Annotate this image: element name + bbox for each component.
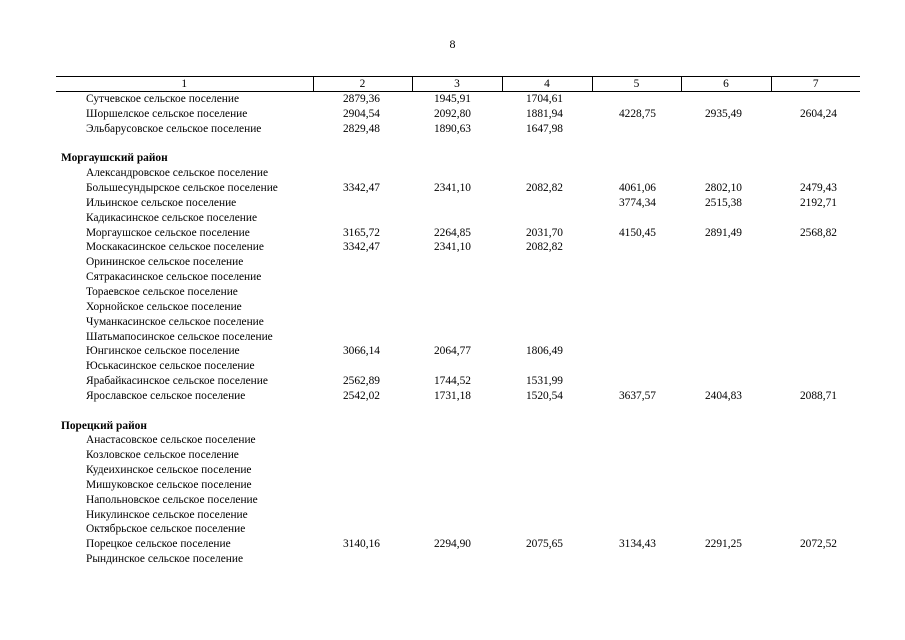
value-col-7: [771, 359, 860, 374]
value-col-3: [412, 270, 502, 285]
value-col-6: [681, 92, 771, 107]
column-header-6: 6: [681, 77, 771, 92]
value-col-6: [681, 344, 771, 359]
value-col-6: 2891,49: [704, 226, 742, 239]
value-col-4: [502, 330, 592, 345]
column-header-4: 4: [502, 77, 592, 92]
value-col-5: [592, 463, 681, 478]
table-row: [56, 107, 860, 122]
value-col-3: [412, 433, 502, 448]
value-col-4: [502, 270, 592, 285]
value-col-4: 1647,98: [525, 122, 563, 135]
value-col-3: 1744,52: [433, 375, 471, 388]
value-col-7: [771, 92, 860, 107]
table-row: [56, 344, 860, 359]
value-col-5: [592, 522, 681, 537]
value-col-4: 1881,94: [525, 107, 563, 120]
value-col-2: [313, 552, 412, 567]
value-col-3: [412, 315, 502, 330]
value-col-6: [681, 552, 771, 567]
table-row: [56, 374, 860, 389]
table-row: [56, 537, 860, 552]
value-col-2: [313, 448, 412, 463]
value-col-3: [412, 508, 502, 523]
value-col-6: [681, 359, 771, 374]
value-col-4: [502, 285, 592, 300]
value-col-7: [771, 448, 860, 463]
settlement-name: Кадикасинское сельское поселение: [86, 211, 257, 224]
value-col-6: 2404,83: [704, 389, 742, 402]
value-col-7: 2088,71: [799, 389, 837, 402]
table-row: [56, 300, 860, 315]
value-col-6: [681, 433, 771, 448]
value-col-4: 1704,61: [525, 93, 563, 105]
value-col-7: 2072,52: [799, 538, 837, 551]
district-heading-row: [56, 151, 860, 166]
value-col-4: [502, 196, 592, 211]
table-row: [56, 285, 860, 300]
value-col-7: [771, 166, 860, 181]
value-col-3: 2341,10: [433, 182, 471, 195]
value-col-4: [502, 359, 592, 374]
value-col-7: [771, 270, 860, 285]
value-col-4: [502, 463, 592, 478]
value-col-3: 2294,90: [433, 538, 471, 551]
table-row: [56, 448, 860, 463]
page-number: 8: [449, 37, 456, 51]
settlement-name: Большесундырское сельское поселение: [86, 182, 278, 195]
settlement-name: Александровское сельское поселение: [86, 167, 268, 180]
value-col-5: [592, 433, 681, 448]
value-col-5: 4061,06: [618, 182, 656, 195]
value-col-5: [592, 300, 681, 315]
value-col-2: [313, 522, 412, 537]
value-col-7: [771, 344, 860, 359]
value-col-7: 2479,43: [799, 182, 837, 195]
value-col-4: [502, 433, 592, 448]
value-col-6: [681, 330, 771, 345]
table-row: [56, 240, 860, 255]
value-col-4: 2082,82: [525, 182, 563, 195]
value-col-6: [681, 493, 771, 508]
table-row: [56, 508, 860, 523]
table-row: [56, 166, 860, 181]
value-col-7: [771, 508, 860, 523]
value-col-7: 2604,24: [799, 107, 837, 120]
value-col-2: [313, 166, 412, 181]
value-col-2: 3066,14: [342, 345, 380, 358]
value-col-6: [681, 315, 771, 330]
value-col-3: [412, 196, 502, 211]
value-col-5: [592, 166, 681, 181]
spacer-row: [56, 137, 860, 152]
value-col-4: [502, 522, 592, 537]
value-col-2: 3165,72: [342, 226, 380, 239]
table-row: [56, 255, 860, 270]
column-header-2: 2: [313, 77, 412, 92]
settlement-name: Тораевское сельское поселение: [86, 285, 238, 298]
value-col-6: [681, 122, 771, 137]
table-row: [56, 522, 860, 537]
value-col-3: [412, 300, 502, 315]
settlement-name: Моргаушское сельское поселение: [86, 226, 250, 239]
table-row: [56, 122, 860, 137]
value-col-7: [771, 300, 860, 315]
value-col-2: [313, 255, 412, 270]
value-col-4: [502, 552, 592, 567]
value-col-2: [313, 300, 412, 315]
settlement-name: Чуманкасинское сельское поселение: [86, 315, 264, 328]
settlement-name: Сятракасинское сельское поселение: [86, 271, 262, 284]
value-col-2: [313, 463, 412, 478]
value-col-3: 1731,18: [433, 389, 471, 402]
value-col-2: [313, 315, 412, 330]
value-col-5: [592, 330, 681, 345]
column-header-5: 5: [592, 77, 681, 92]
value-col-3: [412, 211, 502, 226]
value-col-5: [592, 493, 681, 508]
table-row: [56, 493, 860, 508]
settlement-name: Москакасинское сельское поселение: [86, 241, 264, 254]
value-col-3: [412, 463, 502, 478]
value-col-6: [681, 522, 771, 537]
settlement-name: Юнгинское сельское поселение: [86, 345, 240, 358]
column-header-3: 3: [412, 77, 502, 92]
value-col-3: [412, 448, 502, 463]
value-col-2: [313, 285, 412, 300]
district-name: Порецкий район: [61, 419, 147, 432]
value-col-7: [771, 433, 860, 448]
settlement-name: Кудеихинское сельское поселение: [86, 464, 252, 477]
value-col-4: [502, 478, 592, 493]
value-col-6: 2515,38: [704, 196, 742, 209]
value-col-6: [681, 448, 771, 463]
value-col-5: [592, 448, 681, 463]
settlement-name: Октябрьское сельское поселение: [86, 523, 246, 536]
table-row: [56, 433, 860, 448]
value-col-2: [313, 493, 412, 508]
value-col-5: 3134,43: [618, 538, 656, 551]
value-col-5: 3637,57: [618, 389, 656, 402]
district-name: Моргаушский район: [61, 152, 168, 165]
value-col-5: 4228,75: [618, 107, 656, 120]
value-col-2: 2904,54: [342, 107, 380, 120]
value-col-5: [592, 240, 681, 255]
district-heading-row: [56, 419, 860, 434]
value-col-7: [771, 493, 860, 508]
value-col-3: 1945,91: [433, 93, 471, 105]
value-col-4: [502, 166, 592, 181]
value-col-2: [313, 330, 412, 345]
table-row: [56, 211, 860, 226]
table-row: [56, 196, 860, 211]
value-col-5: [592, 478, 681, 493]
spacer-cell: [56, 404, 860, 419]
settlement-name: Ильинское сельское поселение: [86, 196, 237, 209]
value-col-2: 2879,36: [342, 93, 380, 105]
value-col-6: [681, 300, 771, 315]
value-col-6: [681, 270, 771, 285]
value-col-3: [412, 522, 502, 537]
header-row: [56, 77, 860, 92]
value-col-7: [771, 122, 860, 137]
value-col-3: 2064,77: [433, 345, 471, 358]
table-row: [56, 92, 860, 107]
settlement-name: Мишуковское сельское поселение: [86, 478, 252, 491]
value-col-2: 3140,16: [342, 538, 380, 551]
value-col-2: [313, 270, 412, 285]
value-col-2: 3342,47: [342, 182, 380, 195]
value-col-3: [412, 166, 502, 181]
value-col-4: 2031,70: [525, 226, 563, 239]
value-col-3: [412, 552, 502, 567]
table-row: [56, 330, 860, 345]
value-col-2: 2542,02: [342, 389, 380, 402]
value-col-4: 2082,82: [525, 241, 563, 254]
value-col-2: 2829,48: [342, 122, 380, 135]
value-col-3: [412, 285, 502, 300]
column-header-7: 7: [771, 77, 860, 92]
value-col-6: 2935,49: [704, 107, 742, 120]
value-col-6: [681, 463, 771, 478]
value-col-7: [771, 255, 860, 270]
value-col-2: [313, 359, 412, 374]
value-col-2: [313, 196, 412, 211]
settlement-name: Напольновское сельское поселение: [86, 493, 258, 506]
table-row: [56, 270, 860, 285]
value-col-6: 2802,10: [704, 182, 742, 195]
value-col-5: [592, 255, 681, 270]
value-col-7: [771, 330, 860, 345]
spacer-row: [56, 404, 860, 419]
value-col-6: [681, 211, 771, 226]
settlement-name: Анастасовское сельское поселение: [86, 434, 256, 447]
settlement-name: Хорнойское сельское поселение: [86, 300, 242, 313]
settlement-name: Козловское сельское поселение: [86, 449, 239, 462]
value-col-6: [681, 478, 771, 493]
value-col-5: [592, 122, 681, 137]
value-col-6: [681, 255, 771, 270]
settlement-name: Ярабайкасинское сельское поселение: [86, 375, 268, 388]
value-col-5: [592, 211, 681, 226]
table-row: [56, 552, 860, 567]
value-col-7: [771, 240, 860, 255]
value-col-6: [681, 166, 771, 181]
value-col-3: 1890,63: [433, 122, 471, 135]
value-col-5: [592, 92, 681, 107]
value-col-7: [771, 285, 860, 300]
value-col-4: [502, 255, 592, 270]
value-col-5: [592, 270, 681, 285]
value-col-6: [681, 285, 771, 300]
value-col-2: [313, 211, 412, 226]
value-col-3: [412, 330, 502, 345]
settlement-name: Юськасинское сельское поселение: [86, 360, 255, 373]
value-col-5: 4150,45: [618, 226, 656, 239]
value-col-3: [412, 478, 502, 493]
value-col-7: [771, 211, 860, 226]
value-col-7: [771, 552, 860, 567]
settlement-name: Шоршелское сельское поселение: [86, 107, 248, 120]
value-col-5: 3774,34: [618, 196, 656, 209]
value-col-4: 1806,49: [525, 345, 563, 358]
value-col-2: [313, 478, 412, 493]
value-col-2: 2562,89: [342, 375, 380, 388]
value-col-7: 2568,82: [799, 226, 837, 239]
value-col-7: [771, 315, 860, 330]
table-body: [56, 92, 860, 568]
value-col-3: 2341,10: [433, 241, 471, 254]
value-col-4: [502, 211, 592, 226]
settlement-name: Ярославское сельское поселение: [86, 389, 246, 402]
value-col-3: [412, 359, 502, 374]
table-row: [56, 315, 860, 330]
settlement-name: Никулинское сельское поселение: [86, 508, 248, 521]
spacer-cell: [56, 137, 860, 152]
value-col-4: 1531,99: [525, 375, 563, 388]
value-col-3: [412, 493, 502, 508]
settlement-name: Орининское сельское поселение: [86, 256, 244, 269]
value-col-4: [502, 508, 592, 523]
value-col-4: 2075,65: [525, 538, 563, 551]
value-col-4: 1520,54: [525, 389, 563, 402]
value-col-3: [412, 255, 502, 270]
value-col-7: [771, 522, 860, 537]
value-col-7: [771, 478, 860, 493]
table-row: [56, 181, 860, 196]
value-col-5: [592, 508, 681, 523]
value-col-3: 2092,80: [433, 107, 471, 120]
table-row: [56, 389, 860, 404]
value-col-2: [313, 433, 412, 448]
value-col-5: [592, 552, 681, 567]
settlement-name: Эльбарусовское сельское поселение: [86, 122, 262, 135]
value-col-6: 2291,25: [704, 538, 742, 551]
value-col-7: [771, 463, 860, 478]
value-col-5: [592, 344, 681, 359]
value-col-4: [502, 315, 592, 330]
table-row: [56, 463, 860, 478]
settlement-name: Рындинское сельское поселение: [86, 553, 244, 566]
value-col-4: [502, 300, 592, 315]
value-col-4: [502, 493, 592, 508]
table-header: [56, 77, 860, 92]
column-header-1: 1: [56, 77, 313, 92]
settlements-table: [56, 76, 860, 567]
table-row: [56, 478, 860, 493]
value-col-6: [681, 508, 771, 523]
value-col-6: [681, 374, 771, 389]
value-col-7: [771, 374, 860, 389]
value-col-2: [313, 508, 412, 523]
value-col-5: [592, 374, 681, 389]
settlement-name: Шатьмапосинское сельское поселение: [86, 330, 273, 343]
value-col-3: 2264,85: [433, 226, 471, 239]
value-col-7: 2192,71: [799, 196, 837, 209]
value-col-4: [502, 448, 592, 463]
value-col-5: [592, 285, 681, 300]
value-col-6: [681, 240, 771, 255]
table-row: [56, 359, 860, 374]
value-col-5: [592, 315, 681, 330]
settlement-name: Сутчевское сельское поселение: [86, 93, 240, 105]
settlement-name: Порецкое сельское поселение: [86, 538, 231, 551]
value-col-2: 3342,47: [342, 241, 380, 254]
table-row: [56, 226, 860, 241]
value-col-5: [592, 359, 681, 374]
